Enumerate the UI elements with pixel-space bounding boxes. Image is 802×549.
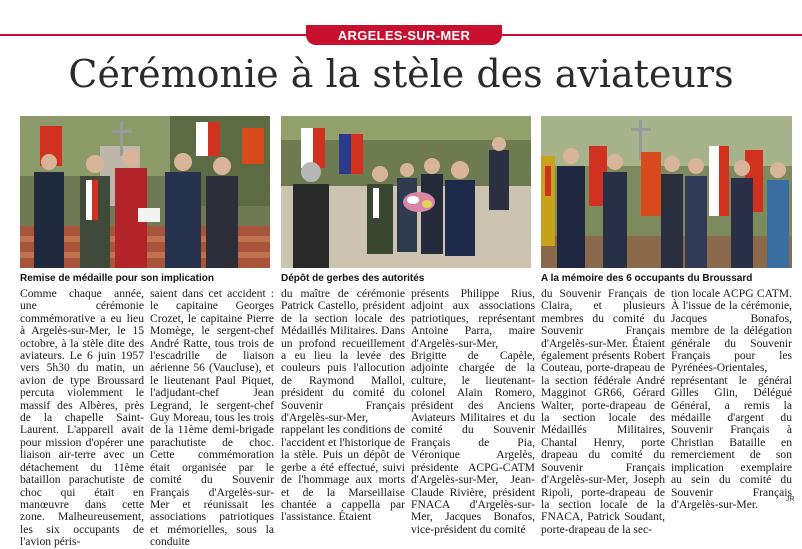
article-column: Comme chaque année, une cérémonie commémorative a eu lieu à Argelès-sur-Mer, le 15 octobre, à la stèle dite des aviateurs. Le 6 juin 1957 vers 5h30 du matin, un avion de type Broussard percuta violemment le massif des Albères, près de la chapelle Saint-Laurent. L'appareil avait pour mission d'opérer une liaison air-terre avec un détachement du 11ème bataillon parachutiste de choc qui était en manœuvre dans cette zone. Malheureusement, les six occupants de l'avion péris- (20, 287, 144, 549)
section-tab: ARGELES-SUR-MER (306, 25, 502, 45)
photo-caption: A la mémoire des 6 occupants du Broussard (541, 273, 753, 284)
photo-caption: Remise de médaille pour son implication (20, 273, 214, 284)
author-initials: JR (786, 496, 795, 503)
article-column: du maître de cérémonie Patrick Castello, président de la section locale des Médaillés Militaires. Dans un profond recueillement a eu lieu la levée des couleurs puis l'allocution de Raymond Mallol, président du comité du Souvenir Français d'Argelès-sur-Mer, rappelant les conditions de l'accident et l'historique de la stèle. Puis un dépôt de gerbe a été effectué, suivi de l'hommage aux morts et de la Marseillaise chantée a cappella par l'assistance. Étaient (281, 287, 405, 524)
article-column: présents Philippe Rius, adjoint aux associations patriotiques, représentant Antoine Parra, maire d'Argelès-sur-Mer, Brigitte de Capèle, adjointe chargée de la culture, le lieutenant-colonel Alain Romero, président des Anciens Aviateurs Militaires et du comité du Souvenir Français de Pia, Véronique Argelès, présidente ACPG-CATM d'Argelès-sur-Mer, Jean-Claude Rivière, président FNACA d'Argelès-sur-Mer, Jacques Bonafos, vice-président du comité (411, 287, 535, 536)
photo-wreath-laying (281, 116, 531, 268)
article-column: saient dans cet accident : le capitaine Georges Crozet, le capitaine Pierre Momège, le sergent-chef André Ratte, tous trois de l'escadrille de liaison aérienne 56 (Vaucluse), et le lieutenant Paul Piquet, l'adjudant-chef Jean Legrand, le sergent-chef Guy Moreau, tous les trois de la 11ème demi-brigade parachutiste de choc. Cette commémoration était organisée par le comité du Souvenir Français d'Argelès-sur-Mer et réunissait les associations patriotiques et mémorielles, sous la conduite (150, 287, 274, 549)
page-title: Cérémonie à la stèle des aviateurs (68, 52, 734, 96)
photo-memorial-group (541, 116, 792, 268)
photo-medal-ceremony (20, 116, 270, 268)
article-column: du Souvenir Français de Claira, et plusieurs membres du comité du Souvenir Français d'Argelès-sur-Mer. Étaient également présents Robert Couteau, porte-drapeau de la section fédérale André Magginot GR66, Gérard Walter, porte-drapeau de la section locale des Médaillés Militaires, Chantal Henry, porte drapeau du comité du Souvenir Français d'Argelès-sur-Mer, Joseph Ripoli, porte-drapeau de la section locale de la FNACA, Patrick Soudant, porte-drapeau de la sec- (541, 287, 665, 536)
article-column: tion locale ACPG CATM. À l'issue de la cérémonie, Jacques Bonafos, membre de la délégation générale du Souvenir Français pour les Pyrénées-Orientales, représentant le général Gilles Glin, Délégué Général, a remis la médaille d'argent du Souvenir Français à Christian Bataille en remerciement de son implication exemplaire au sein du comité du Souvenir Français d'Argelès-sur-Mer. (671, 287, 792, 511)
photo-caption: Dépôt de gerbes des autorités (281, 273, 425, 284)
